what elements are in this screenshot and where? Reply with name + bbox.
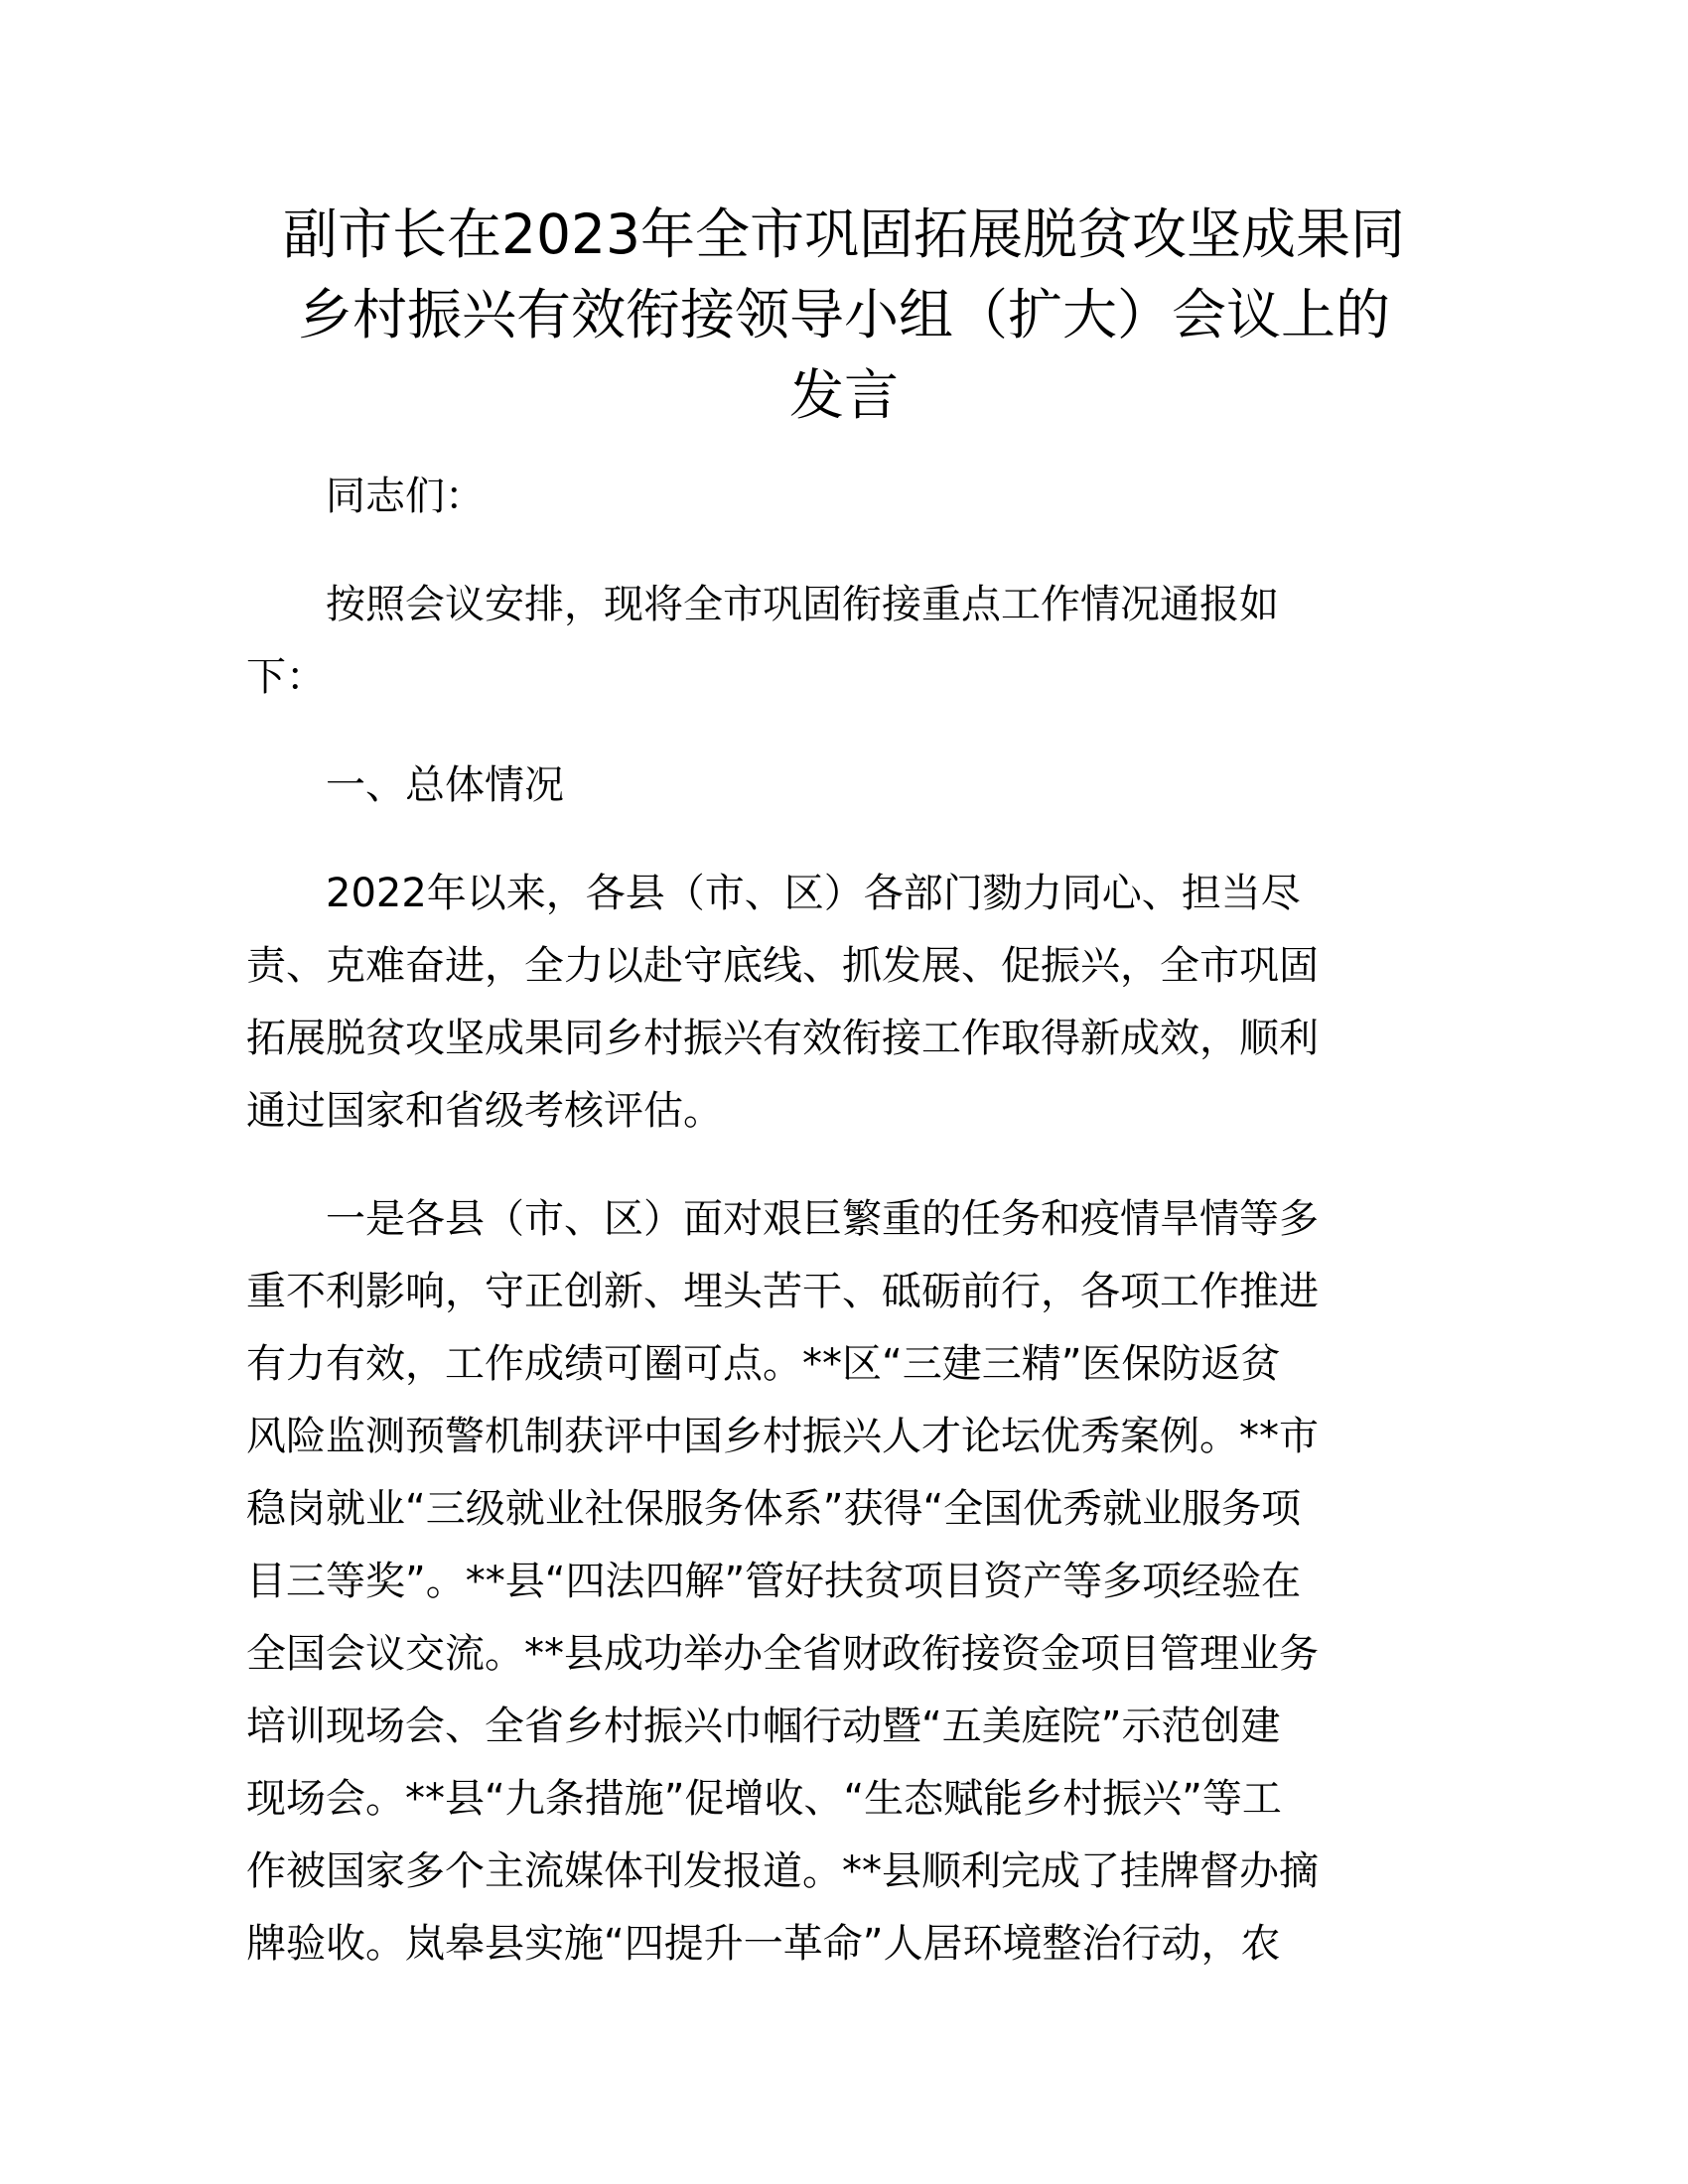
text-line: 全国会议交流。**县成功举办全省财政衔接资金项目管理业务: [246, 1631, 1319, 1677]
text-line: 有力有效，工作成绩可圈可点。**区“三建三精”医保防返贫: [246, 1341, 1281, 1387]
salutation: [246, 461, 1446, 533]
text-line: 重不利影响，守正创新、埋头苦干、砥砺前行，各项工作推进: [246, 1269, 1319, 1314]
title-line: 乡村振兴有效衔接领导小组（扩大）会议上的: [297, 283, 1390, 346]
text-line: 稳岗就业“三级就业社保服务体系”获得“全国优秀就业服务项: [246, 1486, 1302, 1532]
text-line: 牌验收。岚皋县实施“四提升一革命”人居环境整治行动，农: [246, 1921, 1281, 1967]
text-line: 风险监测预警机制获评中国乡村振兴人才论坛优秀案例。**市: [246, 1414, 1319, 1459]
text-line: 2022年以来，各县（市、区）各部门勠力同心、担当尽: [326, 871, 1301, 916]
section-heading: [246, 750, 1446, 822]
text-line: 作被国家多个主流媒体刊发报道。**县顺利完成了挂牌督办摘: [246, 1848, 1319, 1894]
text-line: 同志们：: [326, 474, 485, 519]
text-line: 下：: [246, 654, 326, 700]
text-line: 一、总体情况: [326, 762, 564, 808]
text-line: 拓展脱贫攻坚成果同乡村振兴有效衔接工作取得新成效，顺利: [246, 1016, 1319, 1061]
text-line: 一是各县（市、区）面对艰巨繁重的任务和疫情旱情等多: [326, 1196, 1319, 1242]
text-line: 通过国家和省级考核评估。: [246, 1088, 723, 1134]
text-line: 目三等奖”。**县“四法四解”管好扶贫项目资产等多项经验在: [246, 1559, 1302, 1604]
intro-paragraph: [246, 569, 1446, 714]
document-title: [228, 195, 1460, 436]
overview-paragraph: [246, 858, 1446, 1148]
text-line: 培训现场会、全省乡村振兴巾帼行动暨“五美庭院”示范创建: [246, 1704, 1281, 1749]
title-line: 发言: [788, 363, 899, 427]
document-body: [246, 461, 1446, 2016]
text-line: 按照会议安排，现将全市巩固衔接重点工作情况通报如: [326, 582, 1279, 627]
title-line: 副市长在2023年全市巩固拓展脱贫攻坚成果同: [283, 203, 1405, 266]
text-line: 现场会。**县“九条措施”促增收、“生态赋能乡村振兴”等工: [246, 1776, 1282, 1822]
text-line: 责、克难奋进，全力以赴守底线、抓发展、促振兴，全市巩固: [246, 943, 1319, 989]
achievements-paragraph: [246, 1183, 1446, 1980]
